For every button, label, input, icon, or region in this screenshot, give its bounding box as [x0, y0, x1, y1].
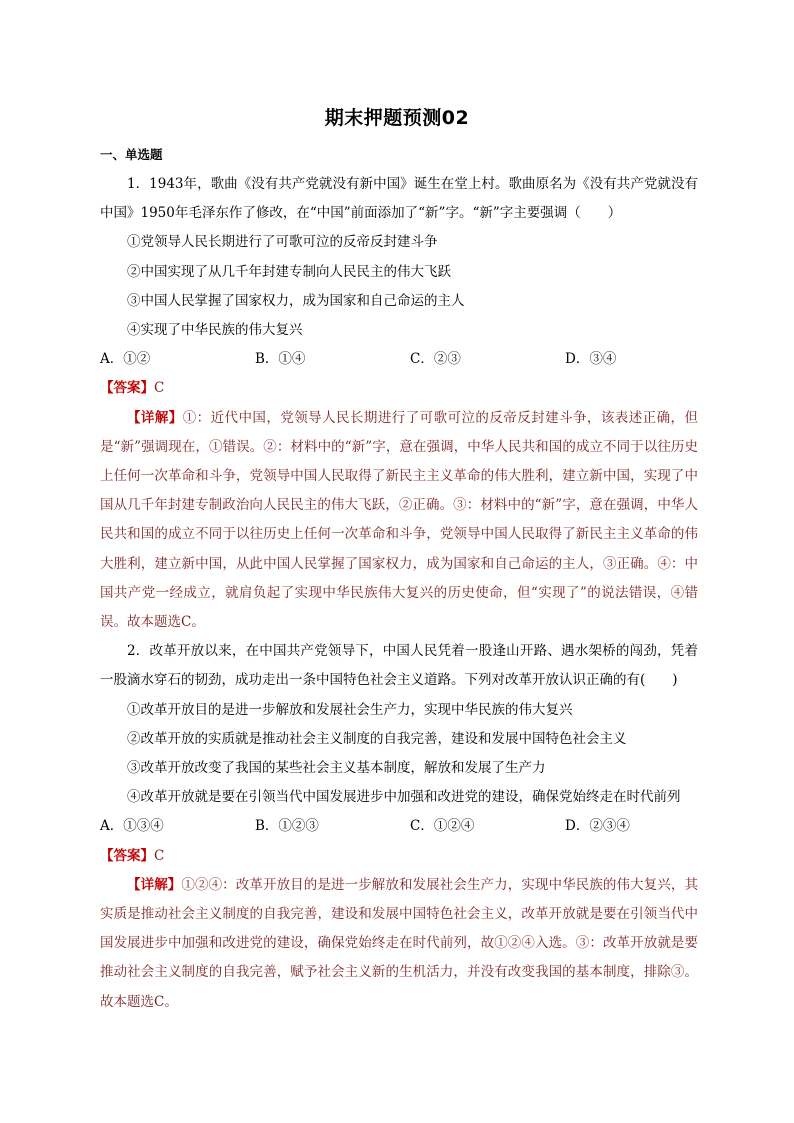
explanation [100, 871, 698, 1017]
explanation-text: ①②④：改革开放目的是进一步解放和发展社会生产力，实现中华民族的伟大复兴，其实质是推动社会主义制度的自我完善，建设和发展中国特色社会主义，改革开放就是要在引领当代中国发展进步中加强和改进党的建设，确保党始终走在时代前列，故①②④入选。③：改革开放就是要推动社会主义制度的自我完善，赋予社会主义新的生机活力，并没有改变我国的基本制度，排除③。故本题选C。 [100, 876, 698, 1010]
choice-c: C．②③ [410, 351, 461, 368]
statement-option: ③改革开放改变了我国的某些社会主义基本制度，解放和发展了生产力 [127, 760, 546, 777]
page-title: 期末押题预测02 [324, 107, 470, 129]
statement-option: ③中国人民掌握了国家权力，成为国家和自己命运的主人 [127, 292, 465, 309]
question-stem: 1．1943年，歌曲《没有共产党就没有新中国》诞生在堂上村。歌曲原名为《没有共产党就没有中国》1950年毛泽东作了修改，在“中国”前面添加了“新”字。“新”字主要强调（ ） [100, 176, 698, 222]
choice-b: B．①④ [255, 351, 306, 368]
detail-tag: 【详解】 [127, 876, 182, 893]
answer-line [100, 842, 698, 871]
question-stem: 2．改革开放以来，在中国共产党领导下，中国人民凭着一股逢山开路、遇水架桥的闯劲，凭着一股滴水穿石的韧劲，成功走出一条中国特色社会主义道路。下列对改革开放认识正确的有( ) [100, 643, 698, 689]
statement-option: ②中国实现了从几千年封建专制向人民民主的伟大飞跃 [127, 263, 451, 280]
question-2 [100, 637, 698, 1017]
choice-a: A．①② [100, 351, 151, 368]
choice-c: C．①②④ [410, 818, 475, 835]
choice-d: D．③④ [565, 351, 617, 368]
answer-value: C [154, 847, 165, 864]
statement-option: ④改革开放就是要在引领当代中国发展进步中加强和改进党的建设，确保党始终走在时代前列 [127, 789, 681, 806]
statement-option: ②改革开放的实质就是推动社会主义制度的自我完善，建设和发展中国特色社会主义 [127, 730, 627, 747]
questions-body [100, 170, 698, 1017]
detail-tag: 【详解】 [127, 409, 183, 426]
statement-option: ④实现了中华民族的伟大复兴 [127, 322, 303, 339]
explanation-text: ①：近代中国，党领导人民长期进行了可歌可泣的反帝反封建斗争，该表述正确，但是“新”强调现在，①错误。②：材料中的“新”字，意在强调，中华人民共和国的成立不同于以往历史上任何一次革命和斗争，党领导中国人民取得了新民主主义革命的伟大胜利，建立新中国，实现了中国从几千年封建专制政治向人民民主的伟大飞跃，②正确。③：材料中的“新”字，意在强调，中华人民共和国的成立不同于以往历史上任何一次革命和斗争，党领导中国人民取得了新民主主义革命的伟大胜利，建立新中国，从此中国人民掌握了国家权力，成为国家和自己命运的主人，③正确。④：中国共产党一经成立，就肩负起了实现中华民族伟大复兴的历史使命，但“实现了”的说法错误，④错误。故本题选C。 [100, 409, 698, 631]
answer-value: C [154, 380, 165, 397]
statement-option: ①党领导人民长期进行了可歌可泣的反帝反封建斗争 [127, 234, 438, 251]
choice-b: B．①②③ [255, 818, 319, 835]
answer-line [100, 374, 698, 403]
answer-tag: 【答案】 [100, 380, 154, 397]
answer-choices [100, 345, 698, 374]
choice-a: A．①③④ [100, 818, 164, 835]
answer-tag: 【答案】 [100, 847, 154, 864]
question-1 [100, 170, 698, 637]
answer-choices [100, 812, 698, 841]
choice-d: D．②③④ [565, 818, 630, 835]
statement-option: ①改革开放目的是进一步解放和发展社会生产力，实现中华民族的伟大复兴 [127, 701, 573, 718]
explanation [100, 404, 698, 638]
section-heading: 一、单选题 [100, 147, 163, 162]
